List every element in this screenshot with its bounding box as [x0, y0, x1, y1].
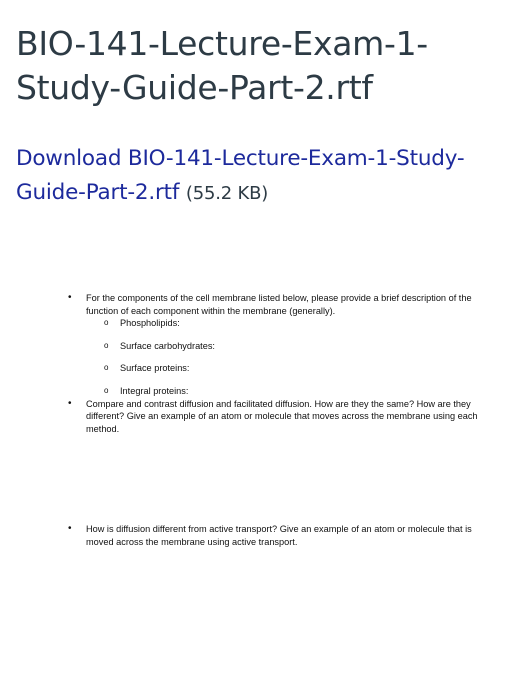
sub-list-item-text: Surface carbohydrates: — [120, 340, 215, 351]
sub-list-item — [60, 317, 480, 330]
list-item — [60, 398, 480, 436]
sub-list-item-text: Surface proteins: — [120, 363, 190, 374]
list-item — [60, 523, 480, 548]
bullet-icon: • — [68, 523, 72, 535]
sub-list-item — [60, 362, 480, 375]
bullet-icon: • — [68, 397, 72, 409]
file-title: BIO-141-Lecture-Exam-1-Study-Guide-Part-2.rtf — [16, 24, 428, 107]
list-item-text: How is diffusion different from active transport? Give an example of an atom or molecule that is moved across the membrane using active transport. — [86, 524, 472, 547]
circle-bullet-icon: o — [104, 340, 109, 350]
bullet-icon: • — [68, 292, 72, 303]
list-item-text: For the components of the cell membrane listed below, please provide a brief description of the function of each component within the membrane (generally). — [86, 293, 472, 316]
sub-list-item-text: Phospholipids: — [120, 318, 180, 329]
download-link[interactable]: Download BIO-141-Lecture-Exam-1-Study-Guide-Part-2.rtf — [16, 146, 465, 205]
download-line — [16, 142, 511, 211]
circle-bullet-icon: o — [104, 385, 109, 395]
list-item-text: Compare and contrast diffusion and facilitated diffusion. How are they the same? How are they different? Give an example of an atom or molecule that moves across the membrane using each method. — [86, 398, 478, 434]
sub-list-item-text: Integral proteins: — [120, 385, 189, 396]
file-size: (55.2 KB) — [185, 183, 269, 204]
list-item — [60, 292, 480, 317]
sub-list-item — [60, 340, 480, 353]
sub-list-item — [60, 385, 480, 398]
document-preview — [60, 292, 480, 549]
circle-bullet-icon: o — [104, 363, 109, 373]
circle-bullet-icon: o — [104, 318, 109, 328]
